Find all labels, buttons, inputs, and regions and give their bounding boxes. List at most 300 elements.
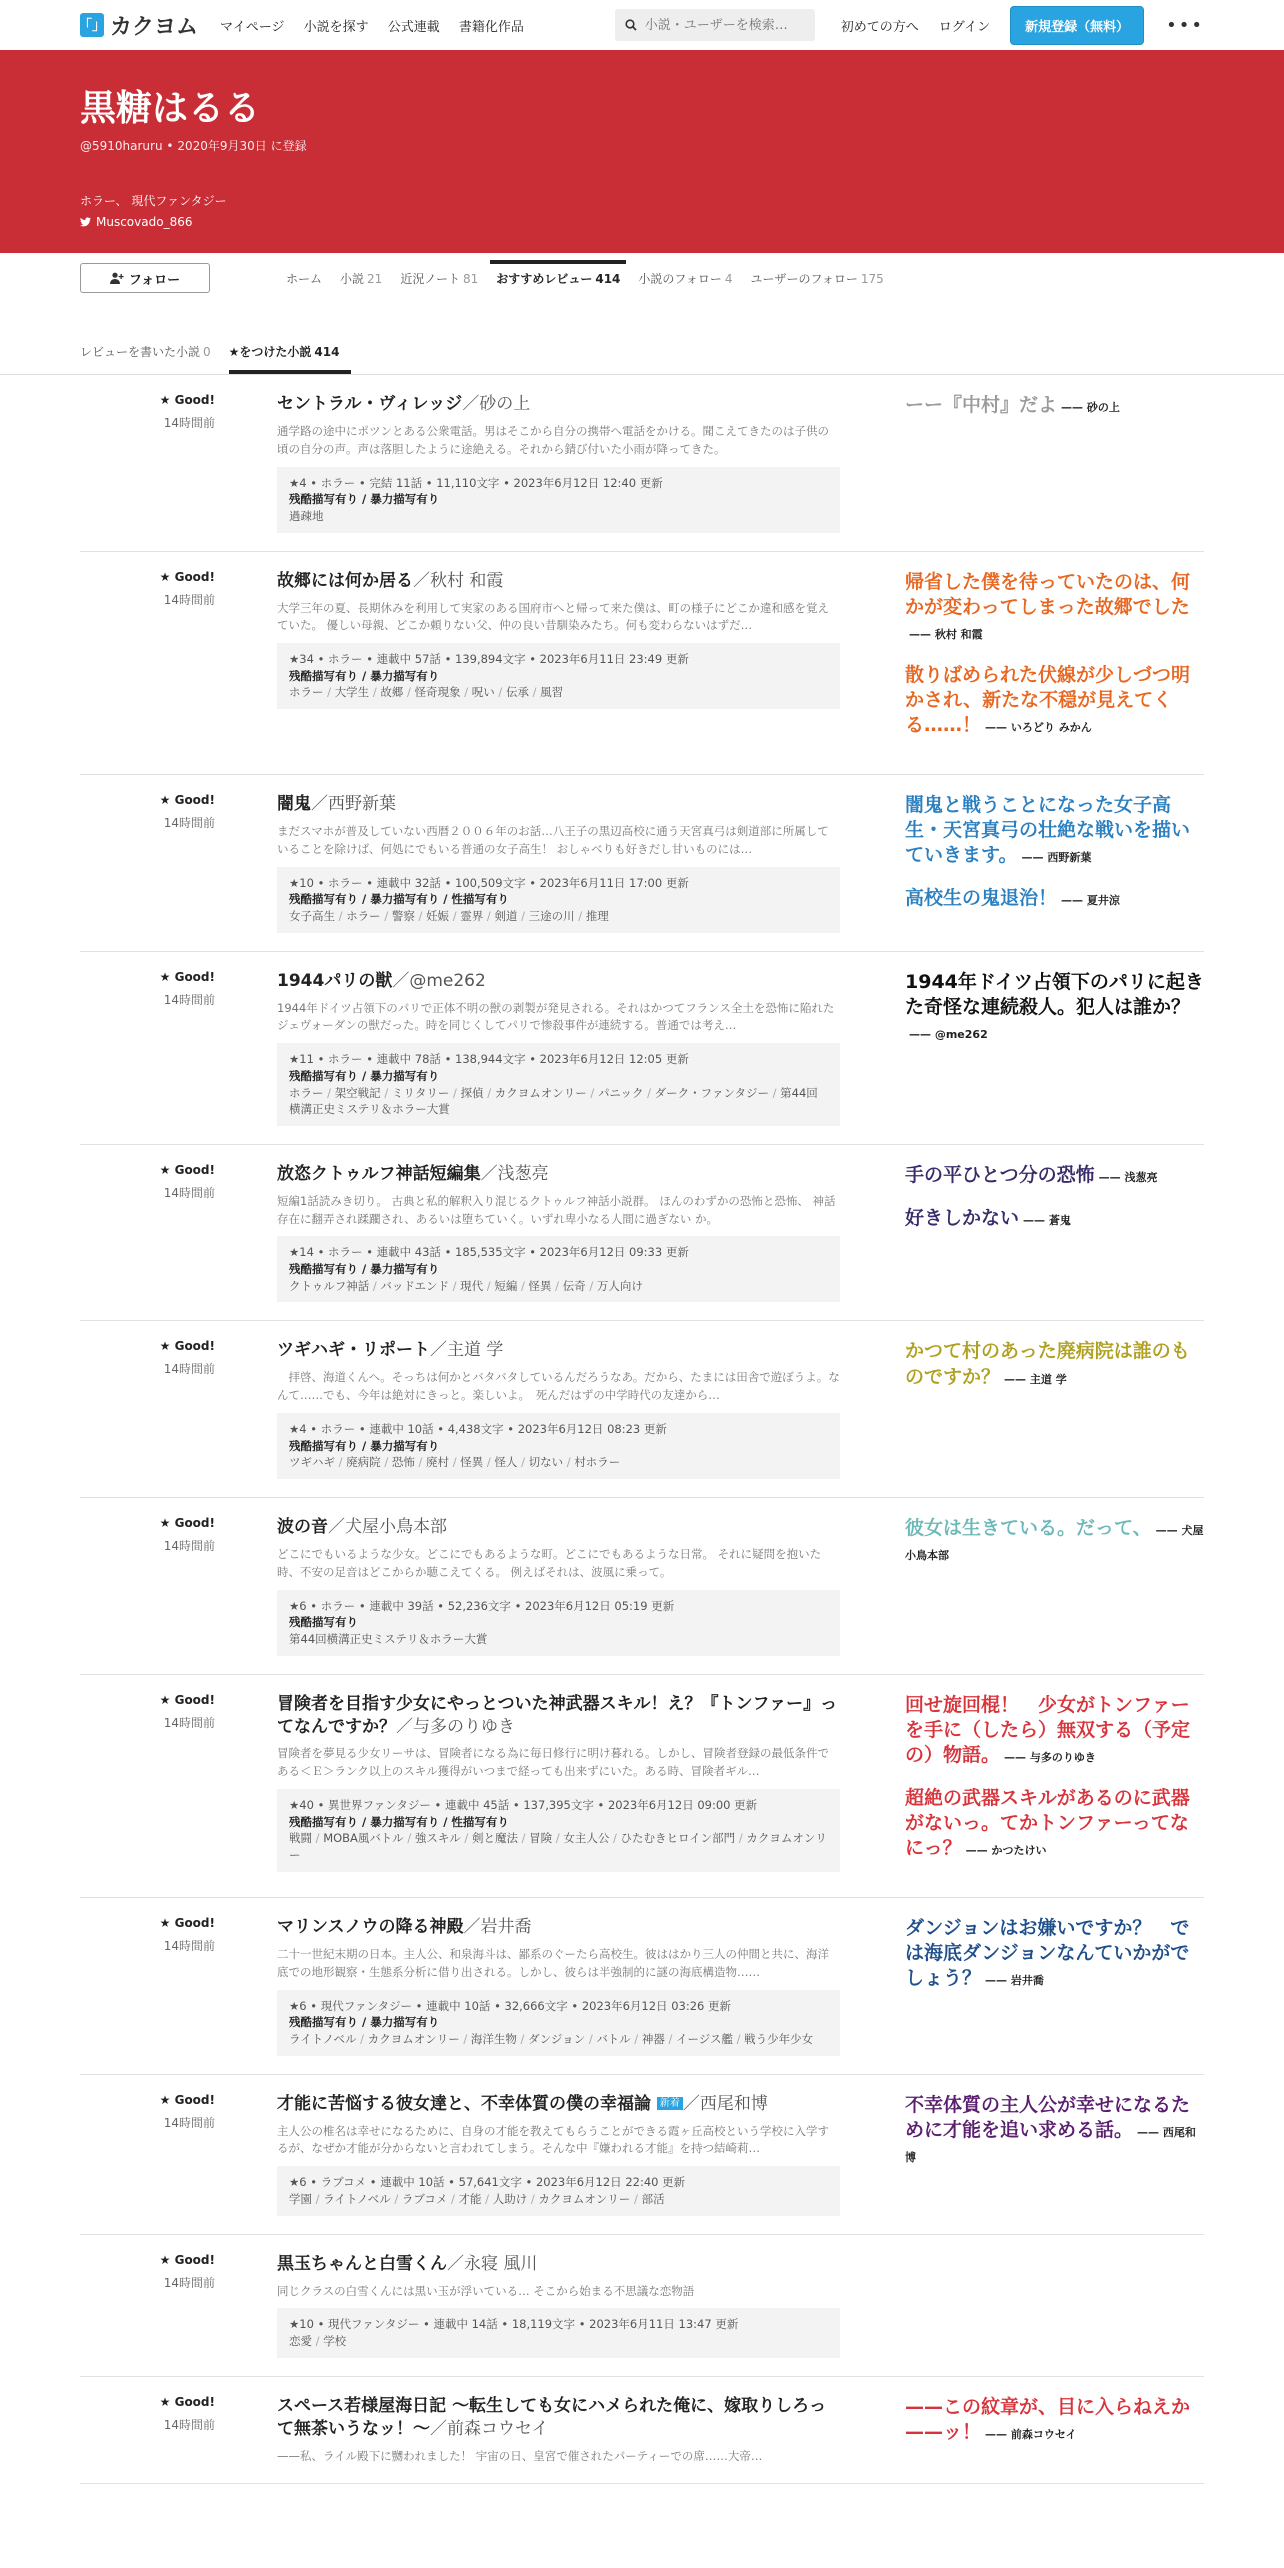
work-author-link[interactable]: ／砂の上 <box>462 394 531 414</box>
catchphrase[interactable] <box>905 1516 1205 1566</box>
tag-link[interactable]: / 怪異 <box>517 1279 551 1293</box>
work-summary <box>277 1163 840 1303</box>
work-title-link[interactable]: 1944パリの獣 <box>277 970 393 991</box>
profile-tabs <box>0 253 1284 295</box>
catchphrase[interactable] <box>905 663 1205 738</box>
tag-link[interactable]: / カクヨムオンリー <box>527 2192 630 2206</box>
work-info-box <box>277 1413 840 1479</box>
catchphrase-author: —— 蒼鬼 <box>1023 1214 1071 1227</box>
review-subtabs <box>0 337 1284 375</box>
first-time-link[interactable]: 初めての方へ <box>840 19 919 35</box>
work-tags <box>289 1278 828 1295</box>
tag-link[interactable]: / 廃村 <box>415 1455 449 1469</box>
work-title-link[interactable]: 黒玉ちゃんと白雪くん <box>277 2253 447 2274</box>
work-meta: ★10 • 現代ファンタジー • 連載中 14話 • 18,119文字 • 2023年6月11日 13:47 更新 <box>289 2317 739 2332</box>
review-time: 14時間前 <box>163 1539 215 1554</box>
work-info-box <box>277 467 840 533</box>
work-author-link[interactable]: ／犬屋小鳥本部 <box>328 1517 447 1538</box>
logo[interactable] <box>80 10 198 41</box>
catchphrase[interactable] <box>905 570 1205 645</box>
catchphrase-author: —— 浅葱亮 <box>1099 1171 1158 1184</box>
work-title-line <box>277 1516 840 1539</box>
review-time: 14時間前 <box>163 1362 215 1377</box>
review-time: 14時間前 <box>163 1939 215 1954</box>
catchphrase[interactable] <box>905 1916 1205 1991</box>
subtab-count: 414 <box>314 345 340 359</box>
work-meta: ★6 • ラブコメ • 連載中 10話 • 57,641文字 • 2023年6月12日 22:40 更新 <box>289 2175 686 2190</box>
twitter-handle: Muscovado_866 <box>96 215 193 229</box>
catchphrase[interactable] <box>905 1206 1205 1231</box>
work-title-line <box>277 793 840 816</box>
catchphrase-author: —— 岩井喬 <box>985 1974 1044 1987</box>
tag-link[interactable]: / 架空戦記 <box>324 1086 381 1100</box>
tag-link[interactable]: / 人助け <box>482 2192 528 2206</box>
good-label: ★ Good! <box>159 2394 215 2409</box>
flag-text: 残酷描写有り / 暴力描写有り <box>289 668 440 683</box>
tag-link[interactable]: / ダンジョン <box>517 2032 585 2046</box>
tab-label: 小説のフォロー <box>638 272 722 286</box>
review-item <box>80 375 1204 552</box>
logo-text: カクヨム <box>110 14 199 40</box>
catchphrase-text: 1944年ドイツ占領下のパリに起きた奇怪な連続殺人。犯人は誰か？ <box>905 970 1204 1018</box>
work-introduction: どこにでもいるような少女。どこにでもあるような町。どこにでもあるような日常。 それに疑問を抱いた時、不安の足音はどこからか聴こえてくる。 例えばそれは、波風に乗って。 <box>277 1546 822 1579</box>
profile-meta <box>80 137 1204 154</box>
review-time: 14時間前 <box>163 992 215 1007</box>
work-introduction: 冒険者を夢見る少女リーサは、冒険者になる為に毎日修行に明け暮れる。しかし、冒険者登録の最低条件である＜Ｅ＞ランク以上のスキル獲得がいつまで経っても出来ずにいた。ある時、冒険者ギル… <box>277 1746 829 1779</box>
work-introduction: 同じクラスの白雪くんには黒い玉が浮いている… そこから始まる不思議な恋物語 <box>277 2283 695 2298</box>
review-item <box>80 2377 1204 2485</box>
work-meta: ★4 • ホラー • 連載中 10話 • 4,438文字 • 2023年6月12日 08:23 更新 <box>289 1422 667 1437</box>
tag-link[interactable]: / パニック <box>587 1086 644 1100</box>
good-label: ★ Good! <box>159 1339 215 1354</box>
catchphrases <box>905 2093 1205 2216</box>
work-author-link[interactable]: ／与多のりゆき <box>396 1716 515 1737</box>
review-status <box>80 2253 215 2358</box>
work-summary <box>277 1916 840 2056</box>
catchphrase-text: 闇鬼と戦うことになった女子高生・天宮真弓の壮絶な戦いを描いていきます。 <box>905 794 1191 867</box>
tab-label: ユーザーのフォロー <box>750 272 858 286</box>
review-status <box>80 1516 215 1656</box>
login-link[interactable]: ログイン <box>938 19 991 35</box>
catchphrase-author: —— 犬屋小鳥本部 <box>905 1524 1203 1562</box>
work-tags <box>289 1085 828 1118</box>
catchphrase-author: —— 砂の上 <box>1061 401 1120 414</box>
work-introduction: 大学三年の夏、長期休みを利用して実家のある国府市へと帰って来た僕は、町の様子にどこか違和感を覚えていた。 優しい母親、どこか頼りない父、仲の良い昔馴染みたち。何も変わらないはずだ… <box>277 600 829 633</box>
nav-find-novels[interactable]: 小説を探す <box>303 19 369 35</box>
tag-link[interactable]: / 女主人公 <box>552 1831 609 1845</box>
catchphrase-author: —— 主道 学 <box>1004 1373 1067 1386</box>
tag-link[interactable]: / 恐怖 <box>381 1455 415 1469</box>
work-author-link[interactable]: ／@me262 <box>392 970 486 991</box>
catchphrase[interactable] <box>905 1339 1205 1389</box>
work-info-box <box>277 1590 840 1656</box>
work-tags <box>289 508 828 525</box>
review-time: 14時間前 <box>163 2115 215 2130</box>
tag-link[interactable]: / 剣道 <box>483 909 517 923</box>
tag-link[interactable]: / 神器 <box>631 2032 665 2046</box>
work-summary <box>277 2253 840 2358</box>
work-info-box <box>277 643 840 709</box>
tag-link[interactable]: / 妊娠 <box>415 909 449 923</box>
review-item <box>80 1675 1204 1898</box>
tag-link[interactable]: / 故郷 <box>369 685 403 699</box>
review-status <box>80 1163 215 1303</box>
tag-link[interactable]: ライトノベル <box>289 2031 357 2046</box>
catchphrases <box>905 1163 1205 1303</box>
work-tags <box>289 1631 828 1648</box>
catchphrase-author: —— 西尾和博 <box>905 2126 1196 2164</box>
profile-genres: ホラー、 現代ファンタジー <box>80 194 227 208</box>
logo-mark-icon: 「」 <box>80 13 104 37</box>
work-title-line <box>277 970 840 993</box>
meta-separator: • <box>166 139 178 153</box>
tab-home[interactable] <box>280 266 328 295</box>
work-title-line <box>277 1693 840 1739</box>
tag-link[interactable]: / 村ホラー <box>563 1455 620 1469</box>
work-author-link[interactable]: ／岩井喬 <box>463 1917 532 1938</box>
work-author-link[interactable]: ／西尾和博 <box>682 2093 768 2114</box>
work-meta: ★6 • 現代ファンタジー • 連載中 10話 • 32,666文字 • 2023年6月12日 03:26 更新 <box>289 1998 732 2013</box>
tag-link[interactable]: / 学校 <box>312 2334 346 2348</box>
catchphrase-author: —— かつたけい <box>966 1844 1047 1857</box>
catchphrase-author: —— 与多のりゆき <box>1004 1751 1096 1764</box>
tag-link[interactable]: ホラー <box>289 685 324 700</box>
tag-link[interactable]: / 探偵 <box>449 1086 483 1100</box>
work-introduction: 二十一世紀末期の日本。主人公、和泉海斗は、鄙系のぐーたら高校生。彼ははかり三人の仲間と共に、海洋底での地形観察・生態系分析に借り出される。しかし、彼らは半強制的に謎の海底構造物…… <box>277 1947 829 1979</box>
work-title-link[interactable]: 才能に苦悩する彼女達と、不幸体質の僕の幸福論 <box>277 2093 651 2114</box>
work-title-link[interactable]: セントラル・ヴィレッジ <box>277 394 463 414</box>
catchphrases <box>905 1516 1205 1656</box>
flag-text: 残酷描写有り / 暴力描写有り <box>289 1262 440 1277</box>
catchphrase-text: 散りばめられた伏線が少しづつ明かされ、新たな不穏が見えてくる……！ <box>905 663 1191 736</box>
more-menu-icon[interactable]: ••• <box>1166 14 1204 36</box>
catchphrase-author: —— 前森コウセイ <box>985 2428 1077 2441</box>
review-item <box>80 1898 1204 2075</box>
work-flags <box>289 1614 828 1631</box>
tab-novel-follows[interactable] <box>632 266 738 295</box>
work-introduction: 1944年ドイツ占領下のパリで正体不明の獣の剥製が発見される。それはかつてフランス全土を恐怖に陥れたジェヴォーダンの獣だった。時を同じくしてパリで惨殺事件が連続する。普通では考え… <box>277 1000 835 1033</box>
review-time: 14時間前 <box>163 416 215 430</box>
tab-notes[interactable] <box>394 266 484 295</box>
tag-link[interactable]: / 霊界 <box>449 909 483 923</box>
subtab-reviewed-novels[interactable] <box>80 337 223 374</box>
review-list <box>0 375 1284 2484</box>
review-status <box>80 1916 215 2056</box>
catchphrase-author: —— @me262 <box>909 1028 988 1041</box>
tag-link[interactable]: / 才能 <box>447 2192 481 2206</box>
catchphrase[interactable] <box>905 970 1205 1045</box>
flag-text: 残酷描写有り <box>289 1615 358 1630</box>
good-label: ★ Good! <box>159 1162 215 1177</box>
catchphrase-author: —— 夏井涼 <box>1061 894 1120 907</box>
catchphrase[interactable] <box>905 1693 1205 1768</box>
tag-link[interactable]: / 冒険 <box>518 1831 552 1845</box>
tag-link[interactable]: / 警察 <box>381 909 415 923</box>
work-flags <box>289 491 828 508</box>
catchphrase-text: かつて村のあった廃病院は誰のものですか？ <box>905 1340 1190 1388</box>
tag-link[interactable]: / 第44回横溝正史ミステリ＆ホラー大賞 <box>289 1086 818 1117</box>
catchphrase[interactable] <box>905 2093 1205 2168</box>
catchphrase-author: —— いろどり みかん <box>985 721 1092 734</box>
review-time: 14時間前 <box>163 816 215 831</box>
tag-link[interactable]: 第44回横溝正史ミステリ＆ホラー大賞 <box>289 1631 488 1646</box>
tab-label: ホーム <box>286 272 323 286</box>
tag-link[interactable]: / ひたむきヒロイン部門 <box>609 1831 735 1845</box>
work-flags <box>289 1068 828 1085</box>
global-header <box>0 0 1284 50</box>
tag-link[interactable]: 女子高生 <box>289 908 335 923</box>
work-tags <box>289 2333 828 2350</box>
tag-link[interactable]: 学園 <box>289 2191 312 2206</box>
work-meta: ★34 • ホラー • 連載中 57話 • 139,894文字 • 2023年6月11日 23:49 更新 <box>289 652 689 667</box>
review-time: 14時間前 <box>163 1185 215 1200</box>
new-badge: 新着 <box>657 2097 683 2110</box>
tag-link[interactable]: 戦闘 <box>289 1831 312 1846</box>
tag-link[interactable]: / 呪い <box>461 685 495 699</box>
work-summary <box>277 1693 840 1879</box>
catchphrase-text: 回せ旋回棍！ 少女がトンファーを手に（したら）無双する（予定の）物語。 <box>905 1693 1191 1766</box>
work-info-box <box>277 2308 840 2357</box>
review-item <box>80 1498 1204 1675</box>
search-box[interactable] <box>615 9 815 41</box>
work-title-line <box>277 1339 840 1362</box>
work-flags <box>289 1438 828 1455</box>
review-item <box>80 1145 1204 1322</box>
good-label: ★ Good! <box>159 969 215 984</box>
catchphrases <box>905 570 1205 756</box>
tag-link[interactable]: / 強スキル <box>404 1831 461 1845</box>
catchphrases <box>905 2395 1205 2466</box>
tag-link[interactable]: / 伝奇 <box>552 1279 586 1293</box>
tag-link[interactable]: / 大学生 <box>324 685 370 699</box>
tab-count: 414 <box>595 272 621 286</box>
tag-link[interactable]: / MOBA風バトル <box>312 1831 404 1845</box>
work-info-box <box>277 867 840 933</box>
work-tags <box>289 908 828 925</box>
work-title-line <box>277 393 840 416</box>
work-title-line <box>277 2093 840 2116</box>
tag-link[interactable]: / 怪奇現象 <box>403 685 460 699</box>
follow-button[interactable] <box>80 263 210 293</box>
tab-user-follows[interactable] <box>744 266 889 295</box>
good-label: ★ Good! <box>159 2252 215 2267</box>
catchphrase[interactable] <box>905 793 1205 868</box>
work-author-link[interactable]: ／永寝 風川 <box>447 2253 538 2274</box>
tab-count: 4 <box>724 272 733 286</box>
tag-link[interactable]: 恋愛 <box>289 2333 312 2348</box>
review-item <box>80 775 1204 952</box>
profile-banner <box>0 50 1284 253</box>
review-status <box>80 1693 215 1879</box>
flag-text: 残酷描写有り / 暴力描写有り <box>289 2015 440 2030</box>
tab-recommended-reviews[interactable] <box>490 260 626 295</box>
work-meta: ★14 • ホラー • 連載中 43話 • 185,535文字 • 2023年6月12日 09:33 更新 <box>289 1245 689 1260</box>
work-info-box <box>277 2166 840 2215</box>
tag-link[interactable]: / カクヨムオンリー <box>289 1831 827 1862</box>
work-title-link[interactable]: 故郷には何か居る <box>277 570 413 591</box>
tag-link[interactable]: / 廃病院 <box>335 1455 381 1469</box>
work-title-link[interactable]: 冒険者を目指す少女にやっとついた神武器スキル！え？『トンファー』ってなんですか？ <box>277 1693 838 1737</box>
subtab-label: レビューを書いた小説 <box>80 345 201 359</box>
work-info-box <box>277 1236 840 1302</box>
tag-link[interactable]: / 怪人 <box>483 1455 517 1469</box>
catchphrase-text: 帰省した僕を待っていたのは、何かが変わってしまった故郷でした <box>905 570 1191 618</box>
work-tags <box>289 684 828 701</box>
search-input[interactable] <box>645 18 805 33</box>
catchphrases <box>905 1916 1205 2056</box>
catchphrases <box>905 1693 1205 1879</box>
twitter-icon <box>80 217 91 227</box>
tab-label: おすすめレビュー <box>496 272 593 286</box>
tag-link[interactable]: / 現代 <box>449 1279 483 1293</box>
catchphrase-text: 高校生の鬼退治！ <box>905 887 1058 910</box>
catchphrase-text: 超絶の武器スキルがあるのに武器がないっ。てかトンファーってなにっ？ <box>905 1786 1190 1859</box>
catchphrase-author: —— 秋村 和霞 <box>909 628 983 641</box>
catchphrases <box>905 393 1205 533</box>
tag-link[interactable]: 過疎地 <box>289 508 324 523</box>
work-title-link[interactable]: 闇鬼 <box>277 794 311 815</box>
tag-link[interactable]: / 三途の川 <box>517 909 574 923</box>
work-author-link[interactable]: ／前森コウセイ <box>430 2418 549 2439</box>
review-status <box>80 570 215 756</box>
nav-official-serials[interactable]: 公式連載 <box>387 19 440 35</box>
work-flags <box>289 1814 828 1831</box>
work-summary <box>277 1339 840 1479</box>
tab-label: 小説 <box>340 272 365 286</box>
work-tags <box>289 2031 828 2048</box>
work-title-link[interactable]: 波の音 <box>277 1517 328 1538</box>
tag-link[interactable]: / バッドエンド <box>369 1279 449 1293</box>
review-status <box>80 2395 215 2466</box>
tag-link[interactable]: / 海洋生物 <box>460 2032 517 2046</box>
work-flags <box>289 668 828 685</box>
review-time: 14時間前 <box>163 2417 215 2432</box>
tag-link[interactable]: / 怪異 <box>449 1455 483 1469</box>
work-meta: ★6 • ホラー • 連載中 39話 • 52,236文字 • 2023年6月12日 05:19 更新 <box>289 1598 675 1613</box>
work-summary <box>277 2093 840 2216</box>
tag-link[interactable]: / 万人向け <box>586 1279 643 1293</box>
work-flags <box>289 1261 828 1278</box>
catchphrase[interactable] <box>905 1163 1205 1188</box>
review-time: 14時間前 <box>163 2275 215 2290</box>
twitter-link[interactable] <box>80 215 1204 229</box>
profile-name: 黒糖はるる <box>80 88 261 129</box>
profile-handle: @5910haruru <box>80 139 163 153</box>
tag-link[interactable]: / 部活 <box>630 2192 664 2206</box>
work-summary <box>277 1516 840 1656</box>
tag-link[interactable]: / 切ない <box>517 1455 563 1469</box>
catchphrase[interactable] <box>905 2395 1205 2445</box>
work-introduction: まだスマホが普及していない西暦２００６年のお話…八王子の黒辺高校に通う天宮真弓は剣道部に所属していることを除けば、何処にでもいる普通の女子高生！ おしゃべりも好きだし甘いものには… <box>277 823 829 856</box>
work-introduction: 拝啓、海道くんへ。そっちは何かとバタバタしているんだろうなあ。だから、たまには田舎で遊ぼうよ。なんて……でも、今年は絶対にきっと。楽しいよ。 死んだはずの中学時代の友達から… <box>277 1370 840 1403</box>
tag-link[interactable]: / ダーク・ファンタジー <box>643 1086 769 1100</box>
work-info-box <box>277 1043 840 1126</box>
work-title-line <box>277 2395 840 2441</box>
nav-published-works[interactable]: 書籍化作品 <box>458 19 524 35</box>
add-user-icon <box>110 272 124 284</box>
work-info-box <box>277 1789 840 1872</box>
tag-link[interactable]: ツギハギ <box>289 1455 335 1470</box>
tag-link[interactable]: / 剣と魔法 <box>461 1831 518 1845</box>
global-nav <box>220 16 538 35</box>
catchphrase-text: 好きしかない <box>905 1206 1020 1229</box>
tag-link[interactable]: / ライトノベル <box>312 2192 391 2206</box>
catchphrase-text: 彼女は生きている。だって、 <box>905 1517 1152 1540</box>
tab-novels[interactable] <box>334 266 388 295</box>
review-status <box>80 1339 215 1479</box>
work-author-link[interactable]: ／主道 学 <box>430 1340 504 1361</box>
register-button[interactable]: 新規登録（無料） <box>1010 6 1144 45</box>
tag-link[interactable]: / 風習 <box>529 685 563 699</box>
work-introduction: 短編1話読みき切り。 古典と私的解釈入り混じるクトゥルフ神話小説群。 ほんのわずかの恐怖と恐怖、 神話存在に翻弄され蹂躙され、あるいは堕ちていく。いずれ卑小なる人間に過ぎない か。 <box>277 1193 836 1226</box>
tag-link[interactable]: / 短編 <box>483 1279 517 1293</box>
work-introduction: ——私、ライル殿下に嬲われました！ 宇宙の日、皇宮で催されたパーティーでの席……大帝… <box>277 2448 763 2463</box>
work-title-link[interactable]: スペース若様屋海日記 ～転生しても女にハメられた俺に、嫁取りしろって無茶いうなッ！～ <box>277 2395 827 2439</box>
review-item <box>80 2075 1204 2235</box>
tag-link[interactable]: / 推理 <box>575 909 609 923</box>
tag-link[interactable]: / カクヨムオンリー <box>357 2032 460 2046</box>
work-introduction: 主人公の椎名は幸せになるために、自身の才能を教えてもらうことができる霞ヶ丘高校という学校に入学するが、なぜか才能が分からないと言われてしまう。そんな中『嫌われる才能』を持つ結崎莉… <box>277 2123 829 2156</box>
tag-link[interactable]: / イージス艦 <box>665 2032 733 2046</box>
tag-link[interactable]: クトゥルフ神話 <box>289 1278 370 1293</box>
catchphrase-text: ダンジョンはお嫌いですか？ では海底ダンジョンなんていかがでしょう？ <box>905 1917 1190 1990</box>
work-title-link[interactable]: ツギハギ・リポート <box>277 1340 430 1361</box>
follow-label: フォロー <box>128 272 181 288</box>
tag-link[interactable]: / バトル <box>585 2032 630 2046</box>
work-meta: ★11 • ホラー • 連載中 78話 • 138,944文字 • 2023年6月12日 12:05 更新 <box>289 1052 689 1067</box>
tag-link[interactable]: / ラブコメ <box>391 2192 448 2206</box>
review-item <box>80 1321 1204 1498</box>
work-title-link[interactable]: 放恣クトゥルフ神話短編集 <box>277 1163 481 1184</box>
subtab-count: 0 <box>203 345 211 359</box>
work-title-line <box>277 1163 840 1186</box>
flag-text: 残酷描写有り / 暴力描写有り <box>289 1438 440 1453</box>
flag-text: 残酷描写有り / 暴力描写有り / 性描写有り <box>289 892 509 907</box>
review-time: 14時間前 <box>163 1715 215 1730</box>
good-label: ★ Good! <box>159 1916 215 1931</box>
work-author-link[interactable]: ／浅葱亮 <box>480 1163 549 1184</box>
nav-mypage[interactable]: マイページ <box>220 19 285 35</box>
tag-link[interactable]: ホラー <box>289 1085 324 1100</box>
catchphrase-text: ーー『中村』だよ <box>905 394 1058 416</box>
catchphrase[interactable] <box>905 1786 1205 1861</box>
review-status <box>80 2093 215 2216</box>
tag-link[interactable]: / 戦う少年少女 <box>733 2032 813 2046</box>
tab-count: 175 <box>860 272 884 286</box>
work-summary <box>277 2395 840 2466</box>
subtab-starred-novels[interactable] <box>229 337 352 374</box>
catchphrase[interactable] <box>905 393 1205 418</box>
work-title-link[interactable]: マリンスノウの降る神殿 <box>277 1917 464 1938</box>
work-introduction: 通学路の途中にポツンとある公衆電話。男はそこから自分の携帯へ電話をかける。聞こえてきたのは子供の頃の自分の声。声は落胆したように途絶える。それから錆び付いた小雨が降ってきた。 <box>277 423 829 456</box>
catchphrase[interactable] <box>905 886 1205 911</box>
good-label: ★ Good! <box>159 393 215 407</box>
profile-registered: 2020年9月30日 に登録 <box>177 139 307 153</box>
tag-link[interactable]: / ホラー <box>335 909 381 923</box>
tab-label: 近況ノート <box>400 272 460 286</box>
review-status <box>80 793 215 933</box>
good-label: ★ Good! <box>159 2092 215 2107</box>
tag-link[interactable]: / ミリタリー <box>381 1086 450 1100</box>
work-title-line <box>277 2253 840 2276</box>
good-label: ★ Good! <box>159 1692 215 1707</box>
work-author-link[interactable]: ／西野新葉 <box>311 794 396 815</box>
work-author-link[interactable]: ／秋村 和霞 <box>413 570 504 591</box>
work-meta: ★10 • ホラー • 連載中 32話 • 100,509文字 • 2023年6月11日 17:00 更新 <box>289 875 689 890</box>
catchphrases <box>905 1339 1205 1479</box>
tag-link[interactable]: / 伝承 <box>495 685 529 699</box>
tag-link[interactable]: / カクヨムオンリー <box>484 1086 587 1100</box>
